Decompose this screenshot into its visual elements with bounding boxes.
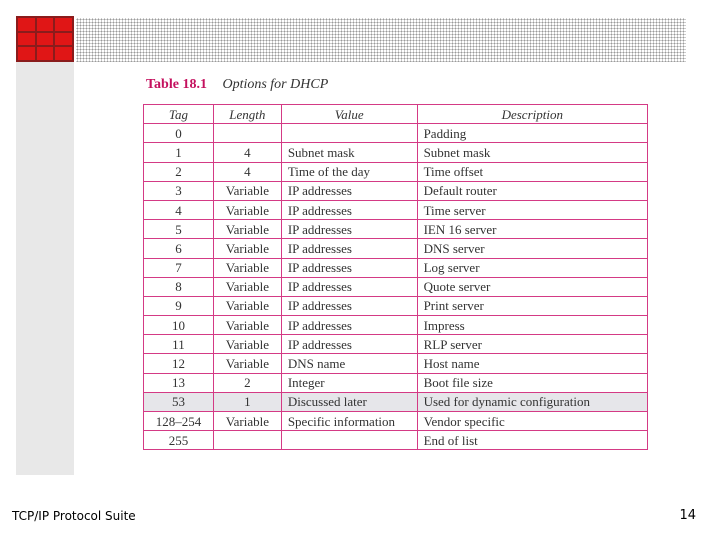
cell-tag: 53 bbox=[144, 392, 214, 411]
cell-description: Padding bbox=[417, 124, 647, 143]
cell-length: Variable bbox=[213, 335, 281, 354]
table-row bbox=[144, 239, 648, 258]
cell-tag: 0 bbox=[144, 124, 214, 143]
cell-value: IP addresses bbox=[281, 316, 417, 335]
slide-logo bbox=[16, 16, 74, 62]
header-value: Value bbox=[281, 105, 417, 124]
table-row bbox=[144, 200, 648, 219]
table-row bbox=[144, 143, 648, 162]
table-row bbox=[144, 392, 648, 411]
cell-description: Host name bbox=[417, 354, 647, 373]
header-tag: Tag bbox=[144, 105, 214, 124]
table-row bbox=[144, 335, 648, 354]
cell-tag: 12 bbox=[144, 354, 214, 373]
cell-description: Subnet mask bbox=[417, 143, 647, 162]
table-row bbox=[144, 373, 648, 392]
cell-tag: 11 bbox=[144, 335, 214, 354]
cell-tag: 6 bbox=[144, 239, 214, 258]
cell-length: Variable bbox=[213, 181, 281, 200]
header-length: Length bbox=[213, 105, 281, 124]
page-number: 14 bbox=[679, 508, 696, 523]
cell-tag: 10 bbox=[144, 316, 214, 335]
cell-length: Variable bbox=[213, 412, 281, 431]
cell-description: Time server bbox=[417, 200, 647, 219]
cell-description: IEN 16 server bbox=[417, 220, 647, 239]
cell-value: Integer bbox=[281, 373, 417, 392]
table-row bbox=[144, 220, 648, 239]
cell-description: DNS server bbox=[417, 239, 647, 258]
cell-description: Boot file size bbox=[417, 373, 647, 392]
header-description: Description bbox=[417, 105, 647, 124]
cell-length bbox=[213, 124, 281, 143]
cell-value: IP addresses bbox=[281, 239, 417, 258]
cell-length bbox=[213, 431, 281, 450]
cell-description: Time offset bbox=[417, 162, 647, 181]
table-row bbox=[144, 162, 648, 181]
cell-value bbox=[281, 431, 417, 450]
table-row bbox=[144, 181, 648, 200]
cell-length: 2 bbox=[213, 373, 281, 392]
table-row bbox=[144, 316, 648, 335]
cell-description: End of list bbox=[417, 431, 647, 450]
table-row bbox=[144, 296, 648, 315]
cell-value: IP addresses bbox=[281, 277, 417, 296]
cell-length: Variable bbox=[213, 200, 281, 219]
cell-description: Print server bbox=[417, 296, 647, 315]
cell-length: Variable bbox=[213, 316, 281, 335]
cell-value: IP addresses bbox=[281, 335, 417, 354]
cell-tag: 9 bbox=[144, 296, 214, 315]
cell-tag: 1 bbox=[144, 143, 214, 162]
cell-length: Variable bbox=[213, 277, 281, 296]
left-sidebar-band bbox=[16, 62, 74, 475]
table-row bbox=[144, 412, 648, 431]
cell-value: Time of the day bbox=[281, 162, 417, 181]
cell-value: IP addresses bbox=[281, 258, 417, 277]
cell-value: DNS name bbox=[281, 354, 417, 373]
cell-length: Variable bbox=[213, 354, 281, 373]
table-title: Options for DHCP bbox=[222, 77, 329, 92]
footer-book-title: TCP/IP Protocol Suite bbox=[12, 509, 136, 523]
table-row bbox=[144, 277, 648, 296]
cell-description: Used for dynamic configuration bbox=[417, 392, 647, 411]
table-row bbox=[144, 354, 648, 373]
cell-length: 4 bbox=[213, 162, 281, 181]
cell-tag: 2 bbox=[144, 162, 214, 181]
cell-length: Variable bbox=[213, 296, 281, 315]
cell-tag: 255 bbox=[144, 431, 214, 450]
table-caption bbox=[146, 77, 328, 93]
cell-tag: 7 bbox=[144, 258, 214, 277]
cell-length: Variable bbox=[213, 258, 281, 277]
cell-value: IP addresses bbox=[281, 181, 417, 200]
cell-tag: 13 bbox=[144, 373, 214, 392]
cell-value: IP addresses bbox=[281, 200, 417, 219]
cell-tag: 4 bbox=[144, 200, 214, 219]
dhcp-options-table bbox=[143, 104, 648, 450]
cell-description: Vendor specific bbox=[417, 412, 647, 431]
cell-description: Quote server bbox=[417, 277, 647, 296]
cell-tag: 8 bbox=[144, 277, 214, 296]
cell-length: 1 bbox=[213, 392, 281, 411]
cell-length: Variable bbox=[213, 239, 281, 258]
cell-description: Default router bbox=[417, 181, 647, 200]
cell-value: Specific information bbox=[281, 412, 417, 431]
table-row bbox=[144, 258, 648, 277]
cell-tag: 3 bbox=[144, 181, 214, 200]
cell-description: Log server bbox=[417, 258, 647, 277]
table-row bbox=[144, 124, 648, 143]
cell-length: Variable bbox=[213, 220, 281, 239]
cell-length: 4 bbox=[213, 143, 281, 162]
cell-value bbox=[281, 124, 417, 143]
cell-value: Discussed later bbox=[281, 392, 417, 411]
cell-tag: 128–254 bbox=[144, 412, 214, 431]
cell-value: IP addresses bbox=[281, 220, 417, 239]
cell-value: IP addresses bbox=[281, 296, 417, 315]
header-dotted-band bbox=[76, 18, 686, 62]
cell-value: Subnet mask bbox=[281, 143, 417, 162]
cell-tag: 5 bbox=[144, 220, 214, 239]
cell-description: Impress bbox=[417, 316, 647, 335]
table-number: Table 18.1 bbox=[146, 77, 207, 92]
cell-description: RLP server bbox=[417, 335, 647, 354]
table-row bbox=[144, 431, 648, 450]
table-header-row bbox=[144, 105, 648, 124]
